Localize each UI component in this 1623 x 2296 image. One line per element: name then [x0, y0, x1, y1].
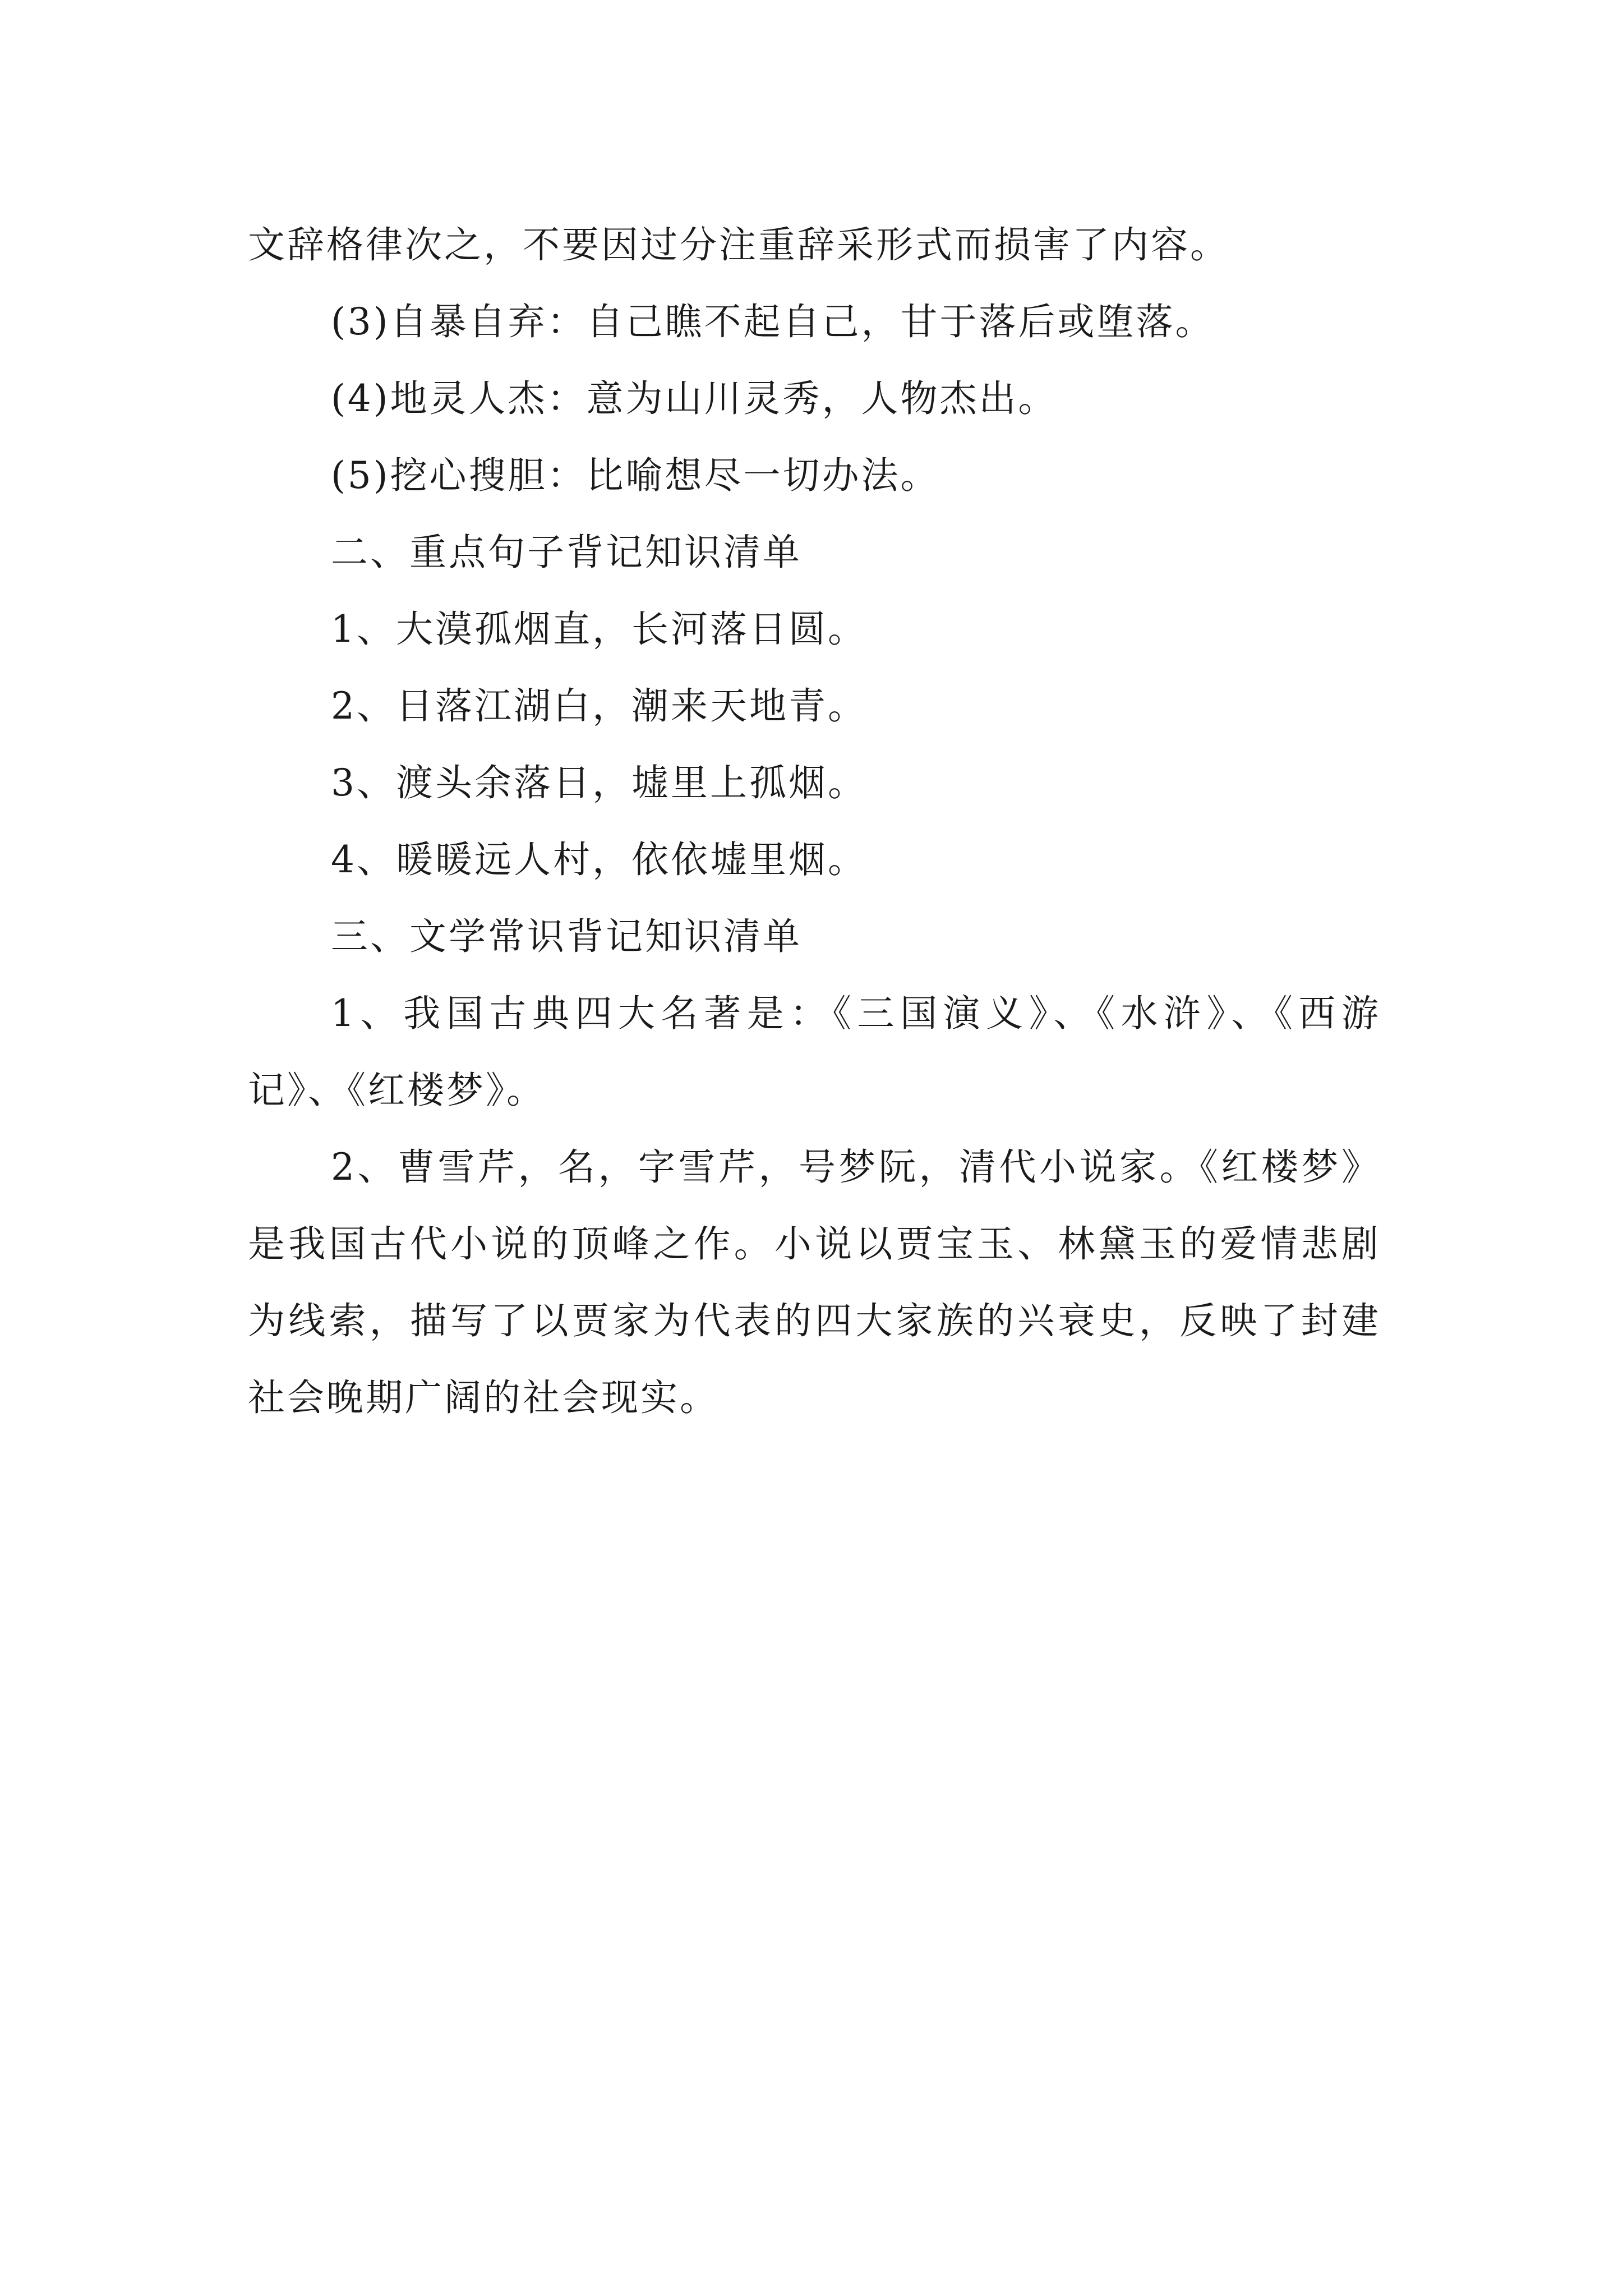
document-body	[248, 206, 1381, 1436]
paragraph-idiom-3: (3)自暴自弃：自己瞧不起自己，甘于落后或堕落。	[331, 300, 1215, 343]
paragraph-idiom-5: (5)挖心搜胆：比喻想尽一切办法。	[331, 454, 940, 497]
paragraph-sentence-2: 2、日落江湖白，潮来天地青。	[331, 684, 867, 728]
paragraph-literature-2: 2、曹雪芹，名，字雪芹，号梦阮，清代小说家。《红楼梦》是我国古代小说的顶峰之作。小说以贾宝玉、林黛玉的爱情悲剧为线索，描写了以贾家为代表的四大家族的兴衰史，反映了封建社会晚期广阔的社会现实。	[248, 1145, 1381, 1419]
paragraph-sentence-1: 1、大漠孤烟直，长河落日圆。	[331, 608, 867, 651]
paragraph-idiom-4: (4)地灵人杰：意为山川灵秀，人物杰出。	[331, 377, 1058, 420]
paragraph-sentence-4: 4、暖暖远人村，依依墟里烟。	[331, 838, 867, 881]
section-heading-literature: 三、文学常识背记知识清单	[331, 915, 802, 958]
paragraph-continuation: 文辞格律次之，不要因过分注重辞采形式而损害了内容。	[248, 223, 1229, 266]
paragraph-literature-1: 1、我国古典四大名著是：《三国演义》、《水浒》、《西游记》、《红楼梦》。	[248, 992, 1381, 1112]
section-heading-key-sentences: 二、重点句子背记知识清单	[331, 531, 802, 574]
paragraph-sentence-3: 3、渡头余落日，墟里上孤烟。	[331, 761, 867, 804]
